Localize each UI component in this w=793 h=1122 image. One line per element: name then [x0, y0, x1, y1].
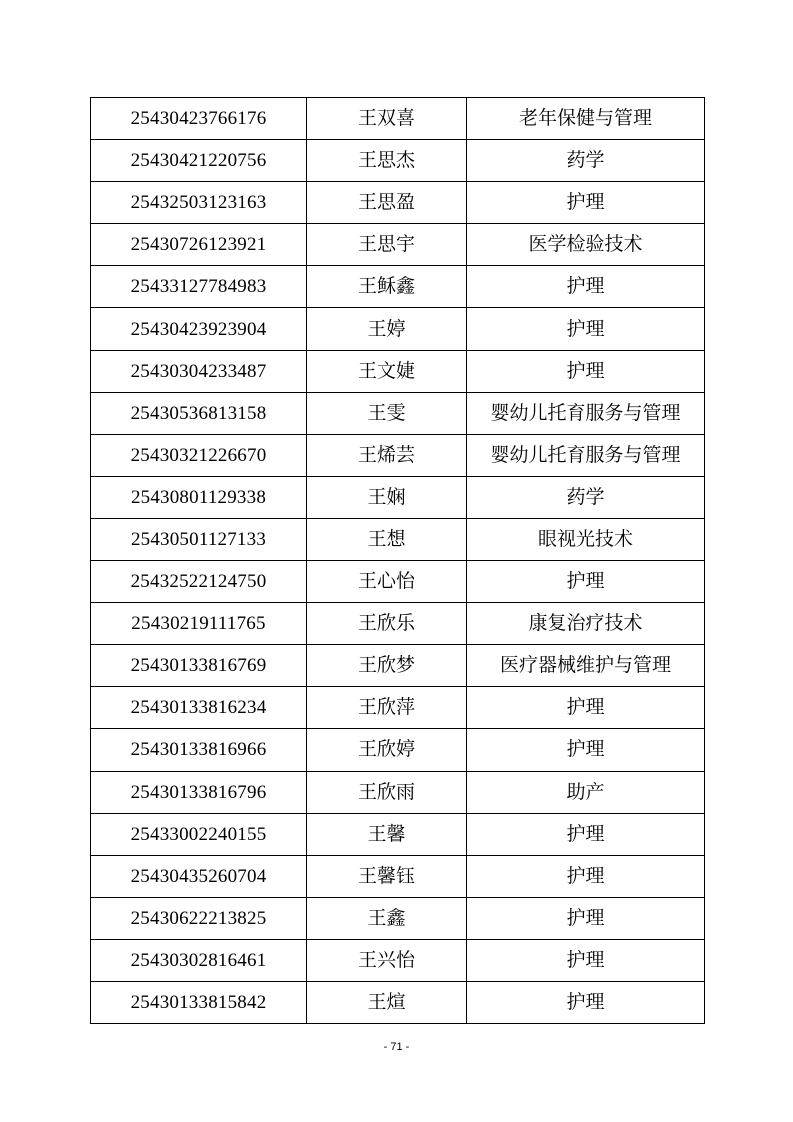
- major-cell: 婴幼儿托育服务与管理: [467, 392, 705, 434]
- candidate-id-cell: 25430133815842: [91, 981, 307, 1023]
- candidate-id-cell: 25430801129338: [91, 476, 307, 518]
- student-name-cell: 王雯: [307, 392, 467, 434]
- student-name-cell: 王兴怡: [307, 939, 467, 981]
- table-row: [91, 308, 705, 350]
- student-name-cell: 王想: [307, 518, 467, 560]
- major-cell: 护理: [467, 350, 705, 392]
- student-name-cell: 王思宇: [307, 224, 467, 266]
- major-cell: 药学: [467, 476, 705, 518]
- table-row: [91, 98, 705, 140]
- major-cell: 助产: [467, 771, 705, 813]
- major-cell: 护理: [467, 561, 705, 603]
- table-row: [91, 518, 705, 560]
- candidate-id-cell: 25430302816461: [91, 939, 307, 981]
- roster-table: [90, 97, 705, 1024]
- table-row: [91, 266, 705, 308]
- candidate-id-cell: 25430321226670: [91, 434, 307, 476]
- student-name-cell: 王馨钰: [307, 855, 467, 897]
- table-row: [91, 182, 705, 224]
- table-row: [91, 771, 705, 813]
- table-row: [91, 645, 705, 687]
- student-name-cell: 王稣鑫: [307, 266, 467, 308]
- major-cell: 护理: [467, 182, 705, 224]
- table-row: [91, 729, 705, 771]
- student-name-cell: 王文婕: [307, 350, 467, 392]
- candidate-id-cell: 25430133816796: [91, 771, 307, 813]
- student-name-cell: 王心怡: [307, 561, 467, 603]
- candidate-id-cell: 25432503123163: [91, 182, 307, 224]
- table-row: [91, 687, 705, 729]
- candidate-id-cell: 25430133816966: [91, 729, 307, 771]
- major-cell: 护理: [467, 813, 705, 855]
- table-row: [91, 476, 705, 518]
- student-name-cell: 王婷: [307, 308, 467, 350]
- major-cell: 护理: [467, 687, 705, 729]
- table-row: [91, 350, 705, 392]
- candidate-id-cell: 25430133816234: [91, 687, 307, 729]
- major-cell: 老年保健与管理: [467, 98, 705, 140]
- candidate-id-cell: 25430622213825: [91, 897, 307, 939]
- table-row: [91, 434, 705, 476]
- candidate-id-cell: 25430423766176: [91, 98, 307, 140]
- student-name-cell: 王欣梦: [307, 645, 467, 687]
- major-cell: 医学检验技术: [467, 224, 705, 266]
- student-name-cell: 王双喜: [307, 98, 467, 140]
- roster-table-body: [91, 98, 705, 1024]
- major-cell: 护理: [467, 897, 705, 939]
- student-name-cell: 王娴: [307, 476, 467, 518]
- major-cell: 药学: [467, 140, 705, 182]
- table-row: [91, 981, 705, 1023]
- major-cell: 婴幼儿托育服务与管理: [467, 434, 705, 476]
- candidate-id-cell: 25433002240155: [91, 813, 307, 855]
- student-name-cell: 王欣萍: [307, 687, 467, 729]
- candidate-id-cell: 25430423923904: [91, 308, 307, 350]
- student-name-cell: 王烯芸: [307, 434, 467, 476]
- student-name-cell: 王馨: [307, 813, 467, 855]
- candidate-id-cell: 25430304233487: [91, 350, 307, 392]
- candidate-id-cell: 25430536813158: [91, 392, 307, 434]
- student-name-cell: 王思盈: [307, 182, 467, 224]
- student-name-cell: 王欣婷: [307, 729, 467, 771]
- student-name-cell: 王鑫: [307, 897, 467, 939]
- candidate-id-cell: 25430421220756: [91, 140, 307, 182]
- major-cell: 康复治疗技术: [467, 603, 705, 645]
- candidate-id-cell: 25433127784983: [91, 266, 307, 308]
- table-row: [91, 897, 705, 939]
- major-cell: 护理: [467, 981, 705, 1023]
- candidate-id-cell: 25430133816769: [91, 645, 307, 687]
- candidate-id-cell: 25430501127133: [91, 518, 307, 560]
- table-row: [91, 392, 705, 434]
- major-cell: 医疗器械维护与管理: [467, 645, 705, 687]
- major-cell: 护理: [467, 939, 705, 981]
- candidate-id-cell: 25432522124750: [91, 561, 307, 603]
- table-row: [91, 939, 705, 981]
- major-cell: 护理: [467, 729, 705, 771]
- table-row: [91, 224, 705, 266]
- major-cell: 眼视光技术: [467, 518, 705, 560]
- table-row: [91, 561, 705, 603]
- major-cell: 护理: [467, 308, 705, 350]
- major-cell: 护理: [467, 855, 705, 897]
- student-name-cell: 王思杰: [307, 140, 467, 182]
- table-row: [91, 140, 705, 182]
- candidate-id-cell: 25430726123921: [91, 224, 307, 266]
- student-name-cell: 王欣乐: [307, 603, 467, 645]
- table-row: [91, 855, 705, 897]
- candidate-id-cell: 25430435260704: [91, 855, 307, 897]
- candidate-id-cell: 25430219111765: [91, 603, 307, 645]
- student-name-cell: 王欣雨: [307, 771, 467, 813]
- page-number: - 71 -: [383, 1041, 410, 1053]
- major-cell: 护理: [467, 266, 705, 308]
- table-row: [91, 603, 705, 645]
- student-name-cell: 王煊: [307, 981, 467, 1023]
- table-row: [91, 813, 705, 855]
